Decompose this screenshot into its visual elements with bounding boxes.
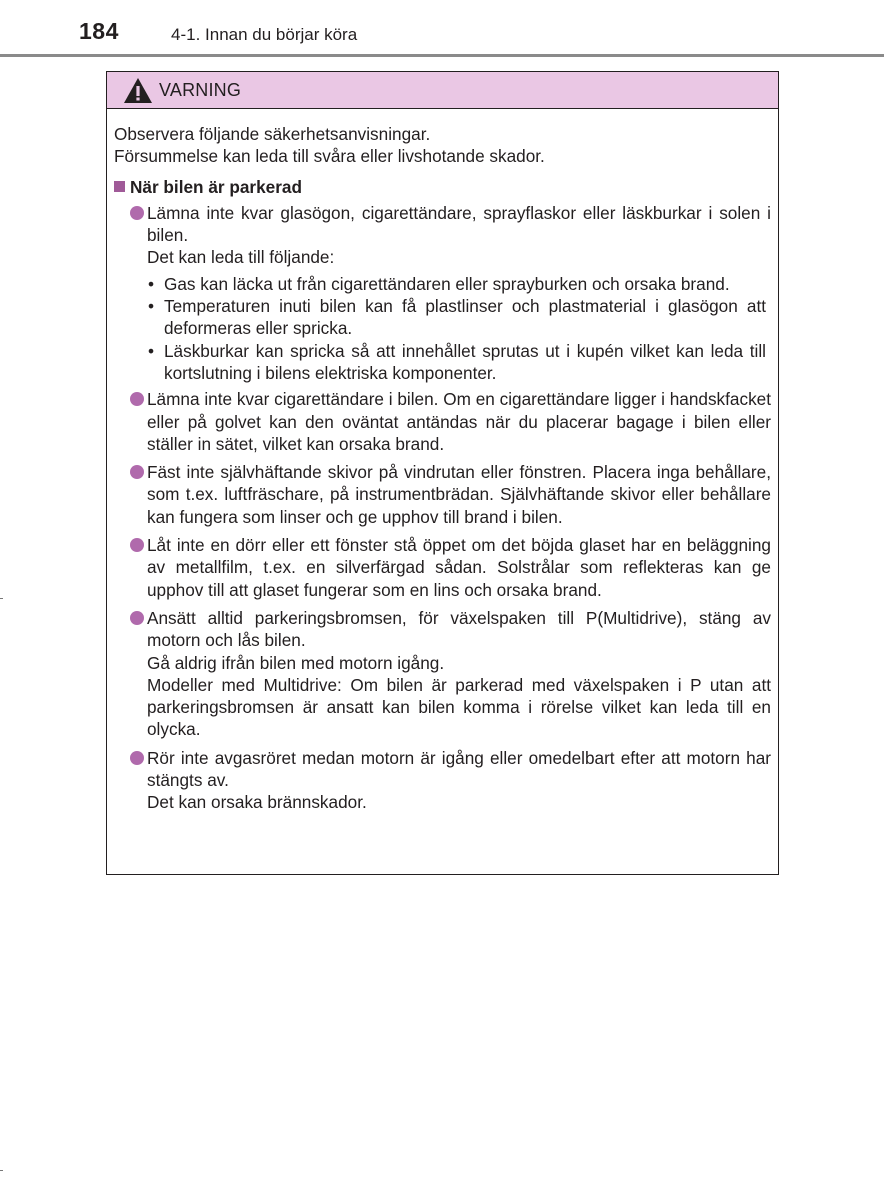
sub-item-text: Temperaturen inuti bilen kan få plastlinser och plastmaterial i glasögon att deformeras eller spricka. — [164, 296, 766, 339]
item-text: Modeller med Multidrive: Om bilen är parkerad med växelspaken i P utan att parkeringsbromsen är ansatt kan bilen komma i rörelse vilket kan leda till en olycka. — [147, 674, 771, 740]
sub-list — [147, 273, 771, 384]
warning-item — [114, 461, 771, 528]
circle-bullet-icon — [130, 465, 144, 479]
margin-tick-mark — [0, 598, 3, 599]
item-text: Lämna inte kvar glasögon, cigarettändare, sprayflaskor eller läskburkar i solen i bilen. — [147, 202, 771, 246]
circle-bullet-icon — [130, 611, 144, 625]
circle-bullet-icon — [130, 392, 144, 406]
square-bullet-icon — [114, 181, 125, 192]
margin-tick-mark — [0, 1170, 3, 1171]
warning-item — [114, 202, 771, 384]
item-text: Fäst inte självhäftande skivor på vindrutan eller fönstren. Placera inga behållare, som t.ex. luftfräschare, på instrumentbrädan. Självhäftande skivor eller behållare kan fungera som linser och ge upphov till brand i bilen. — [147, 462, 771, 527]
item-text: Ansätt alltid parkeringsbromsen, för växelspaken till P(Multidrive), stäng av motorn och lås bilen. — [147, 607, 771, 651]
item-text: Det kan orsaka brännskador. — [147, 792, 367, 813]
warning-item — [114, 534, 771, 601]
warning-body — [107, 109, 778, 814]
warning-item — [114, 607, 771, 741]
section-heading — [114, 176, 771, 198]
page-number: 184 — [79, 18, 119, 44]
sub-list-item — [147, 273, 766, 295]
header-rule — [0, 54, 884, 57]
warning-triangle-icon — [123, 77, 153, 104]
warning-title: VARNING — [159, 79, 242, 100]
bullet-dot-icon: • — [148, 273, 155, 294]
warning-item — [114, 747, 771, 814]
sub-list-item — [147, 295, 766, 340]
bullet-dot-icon: • — [148, 296, 155, 317]
circle-bullet-icon — [130, 206, 144, 220]
warning-header — [107, 72, 778, 109]
circle-bullet-icon — [130, 751, 144, 765]
section-title: 4-1. Innan du börjar köra — [171, 25, 358, 44]
sub-item-text: Gas kan läcka ut från cigarettändaren eller sprayburken och orsaka brand. — [164, 273, 730, 294]
intro-line: Observera följande säkerhetsanvisningar. — [114, 124, 431, 144]
item-text: Rör inte avgasröret medan motorn är igång eller omedelbart efter att motorn har stängts av. — [147, 747, 771, 791]
warning-item — [114, 388, 771, 455]
item-text: Låt inte en dörr eller ett fönster stå öppet om det böjda glaset har en beläggning av metallfilm, t.ex. en silverfärgad sådan. Solstrålar som reflekteras kan ge upphov till att glaset fungerar som en lins och orsaka brand. — [147, 535, 771, 600]
warning-box — [106, 71, 779, 875]
sub-item-text: Läskburkar kan spricka så att innehållet sprutas ut i kupén vilket kan leda till kortslutning i bilens elektriska komponenter. — [164, 340, 766, 383]
bullet-dot-icon: • — [148, 340, 155, 361]
item-text: Gå aldrig ifrån bilen med motorn igång. — [147, 652, 445, 673]
circle-bullet-icon — [130, 538, 144, 552]
item-text: Lämna inte kvar cigarettändare i bilen. Om en cigarettändare ligger i handskfacket eller på golvet kan den oväntat antändas när du placerar bagage i bilen eller ställer in sätet, vilket kan orsaka brand. — [147, 389, 771, 454]
section-heading-text: När bilen är parkerad — [130, 176, 302, 197]
intro-line: Försummelse kan leda till svåra eller livshotande skador. — [114, 146, 545, 167]
sub-list-item — [147, 340, 766, 385]
item-text: Det kan leda till följande: — [147, 247, 335, 268]
